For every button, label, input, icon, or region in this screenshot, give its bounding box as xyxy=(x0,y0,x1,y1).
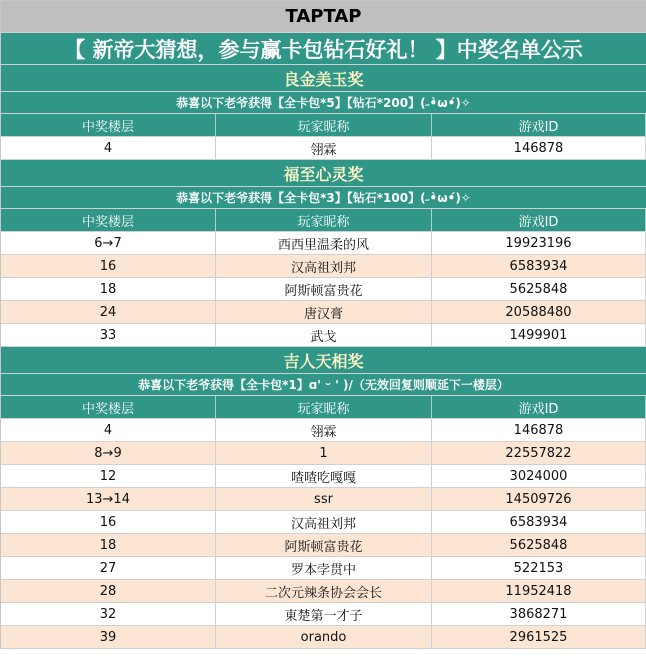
sheet-title: TAPTAP xyxy=(1,1,646,33)
prize-section xyxy=(1,160,646,347)
nickname-cell: orando xyxy=(216,626,432,648)
floor-cell: 32 xyxy=(1,603,216,625)
header-floor: 中奖楼层 xyxy=(1,209,216,231)
floor-cell: 8→9 xyxy=(1,442,216,464)
game-id-cell: 146878 xyxy=(432,137,646,159)
nickname-cell: 阿斯顿富贵花 xyxy=(216,534,432,556)
nickname-cell: ssr xyxy=(216,488,432,510)
header-game-id: 游戏ID xyxy=(432,114,646,136)
floor-cell: 24 xyxy=(1,301,216,323)
game-id-cell: 2961525 xyxy=(432,626,646,648)
nickname-cell: 汉高祖刘邦 xyxy=(216,511,432,533)
floor-cell: 16 xyxy=(1,511,216,533)
floor-cell: 39 xyxy=(1,626,216,648)
nickname-cell: 1 xyxy=(216,442,432,464)
game-id-cell: 522153 xyxy=(432,557,646,579)
table-row xyxy=(1,534,646,557)
announcement-title: 【 新帝大猜想，参与赢卡包钻石好礼！ 】中奖名单公示 xyxy=(1,33,646,65)
game-id-cell: 19923196 xyxy=(432,232,646,254)
header-floor: 中奖楼层 xyxy=(1,396,216,418)
header-nickname: 玩家昵称 xyxy=(216,114,432,136)
prize-reward-note: 恭喜以下老爷获得【全卡包*5】【钻石*200】(˶•̀ω•́)✧ xyxy=(1,92,646,114)
prize-reward-note: 恭喜以下老爷获得【全卡包*3】【钻石*100】(˶•̀ω•́)✧ xyxy=(1,187,646,209)
floor-cell: 13→14 xyxy=(1,488,216,510)
table-row xyxy=(1,488,646,511)
table-row xyxy=(1,603,646,626)
table-row xyxy=(1,301,646,324)
header-nickname: 玩家昵称 xyxy=(216,396,432,418)
game-id-cell: 1499901 xyxy=(432,324,646,346)
header-game-id: 游戏ID xyxy=(432,209,646,231)
prize-name: 良金美玉奖 xyxy=(1,65,646,92)
prize-section xyxy=(1,347,646,649)
game-id-cell: 14509726 xyxy=(432,488,646,510)
nickname-cell: 唐汉膏 xyxy=(216,301,432,323)
table-row xyxy=(1,419,646,442)
game-id-cell: 6583934 xyxy=(432,511,646,533)
floor-cell: 18 xyxy=(1,278,216,300)
floor-cell: 33 xyxy=(1,324,216,346)
header-nickname: 玩家昵称 xyxy=(216,209,432,231)
table-row xyxy=(1,580,646,603)
table-row xyxy=(1,442,646,465)
table-header-row xyxy=(1,114,646,137)
header-floor: 中奖楼层 xyxy=(1,114,216,136)
table-row xyxy=(1,557,646,580)
floor-cell: 18 xyxy=(1,534,216,556)
header-game-id: 游戏ID xyxy=(432,396,646,418)
table-row xyxy=(1,232,646,255)
floor-cell: 6→7 xyxy=(1,232,216,254)
floor-cell: 28 xyxy=(1,580,216,602)
game-id-cell: 11952418 xyxy=(432,580,646,602)
game-id-cell: 3024000 xyxy=(432,465,646,487)
game-id-cell: 5625848 xyxy=(432,534,646,556)
game-id-cell: 5625848 xyxy=(432,278,646,300)
floor-cell: 27 xyxy=(1,557,216,579)
nickname-cell: 二次元辣条协会会长 xyxy=(216,580,432,602)
table-header-row xyxy=(1,396,646,419)
game-id-cell: 20588480 xyxy=(432,301,646,323)
floor-cell: 16 xyxy=(1,255,216,277)
prize-sections xyxy=(1,65,646,649)
table-row xyxy=(1,511,646,534)
prize-name: 福至心灵奖 xyxy=(1,160,646,187)
floor-cell: 12 xyxy=(1,465,216,487)
table-row xyxy=(1,137,646,160)
nickname-cell: 喳喳吃嘎嘎 xyxy=(216,465,432,487)
floor-cell: 4 xyxy=(1,137,216,159)
floor-cell: 4 xyxy=(1,419,216,441)
nickname-cell: 翎霖 xyxy=(216,419,432,441)
table-header-row xyxy=(1,209,646,232)
nickname-cell: 罗本孛贯中 xyxy=(216,557,432,579)
table-row xyxy=(1,255,646,278)
prize-reward-note: 恭喜以下老爷获得【全卡包*1】ɑ' ᵕ ' )/（无效回复则顺延下一楼层） xyxy=(1,374,646,396)
nickname-cell: 阿斯顿富贵花 xyxy=(216,278,432,300)
game-id-cell: 3868271 xyxy=(432,603,646,625)
game-id-cell: 22557822 xyxy=(432,442,646,464)
nickname-cell: 武戈 xyxy=(216,324,432,346)
nickname-cell: 東楚第一才子 xyxy=(216,603,432,625)
game-id-cell: 6583934 xyxy=(432,255,646,277)
table-row xyxy=(1,626,646,649)
table-row xyxy=(1,324,646,347)
prize-name: 吉人天相奖 xyxy=(1,347,646,374)
game-id-cell: 146878 xyxy=(432,419,646,441)
nickname-cell: 翎霖 xyxy=(216,137,432,159)
table-row xyxy=(1,465,646,488)
table-row xyxy=(1,278,646,301)
nickname-cell: 汉高祖刘邦 xyxy=(216,255,432,277)
nickname-cell: 西西里温柔的风 xyxy=(216,232,432,254)
prize-section xyxy=(1,65,646,160)
